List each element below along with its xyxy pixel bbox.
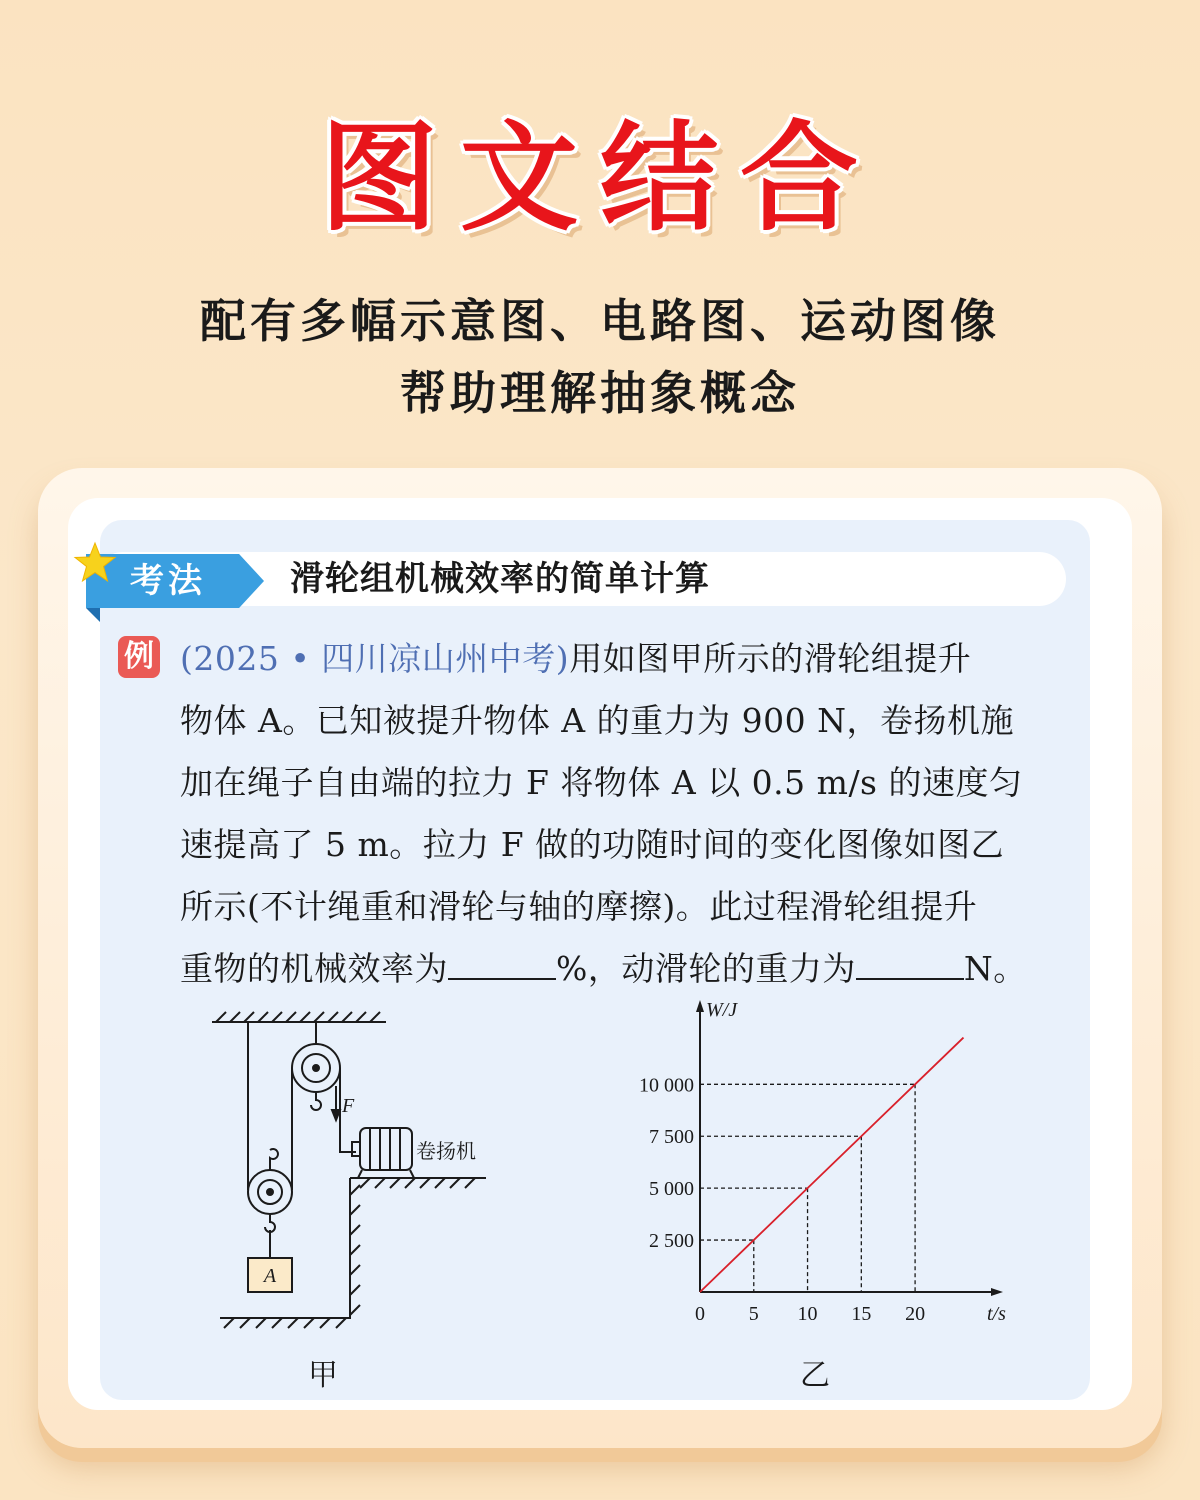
subtitle-line-1: 配有多幅示意图、电路图、运动图像 (200, 294, 1000, 348)
answer-blank-1 (448, 952, 556, 980)
work-time-chart (620, 1000, 1020, 1320)
ceiling-hatch (216, 1012, 380, 1022)
problem-line-3: 加在绳子自由端的拉力 F 将物体 A 以 0.5 m/s 的速度匀 (180, 763, 1023, 802)
x-axis-arrow (991, 1288, 1003, 1296)
pulley-diagram (200, 1000, 500, 1330)
force-label: F (342, 1095, 355, 1117)
y-tick-label: 2 500 (649, 1230, 694, 1253)
x-tick-label: 0 (695, 1303, 705, 1320)
x-tick-label: 10 (797, 1303, 818, 1320)
page-title: 图文结合 (319, 109, 880, 247)
topic-tag-label: 考法 (130, 561, 206, 601)
problem-text (180, 628, 1070, 1000)
card-content (100, 520, 1090, 1400)
y-tick-label: 10 000 (639, 1074, 694, 1097)
problem-line-2: 物体 A。已知被提升物体 A 的重力为 900 N，卷扬机施 (180, 701, 1014, 740)
subtitle-line-2: 帮助理解抽象概念 (400, 366, 800, 420)
y-axis-label: W/J (706, 1000, 738, 1021)
topic-title: 滑轮组机械效率的简单计算 (290, 559, 710, 599)
star-icon (72, 540, 118, 586)
y-tick-label: 7 500 (649, 1126, 694, 1149)
y-tick-label: 5 000 (649, 1178, 694, 1201)
problem-line-6: 重物的机械效率为 %，动滑轮的重力为 N。 (180, 949, 1027, 988)
x-tick-label: 20 (905, 1303, 926, 1320)
problem-line-5: 所示(不计绳重和滑轮与轴的摩擦)。此过程滑轮组提升 (180, 887, 978, 926)
card-frame (68, 498, 1132, 1410)
topic-tag-fold (86, 608, 100, 622)
caption-yi: 乙 (800, 1358, 830, 1393)
caption-jia: 甲 (308, 1358, 338, 1393)
series-line (700, 1038, 963, 1292)
block-label: A (263, 1265, 277, 1287)
example-badge: 例 (118, 636, 160, 678)
answer-blank-2 (856, 952, 964, 980)
winch-label: 卷扬机 (416, 1139, 476, 1163)
example-card (38, 468, 1162, 1448)
x-axis-label: t/s (987, 1303, 1006, 1320)
problem-source: (2025 • 四川凉山州中考) (180, 639, 570, 678)
y-axis-arrow (696, 1000, 704, 1012)
x-tick-label: 5 (748, 1303, 759, 1320)
x-tick-label: 15 (851, 1303, 872, 1320)
problem-line-4: 速提高了 5 m。拉力 F 做的功随时间的变化图像如图乙 (180, 825, 1005, 864)
hero-title-wrap (0, 108, 1200, 248)
problem-line-1: (2025 • 四川凉山州中考)用如图甲所示的滑轮组提升 (180, 639, 972, 678)
